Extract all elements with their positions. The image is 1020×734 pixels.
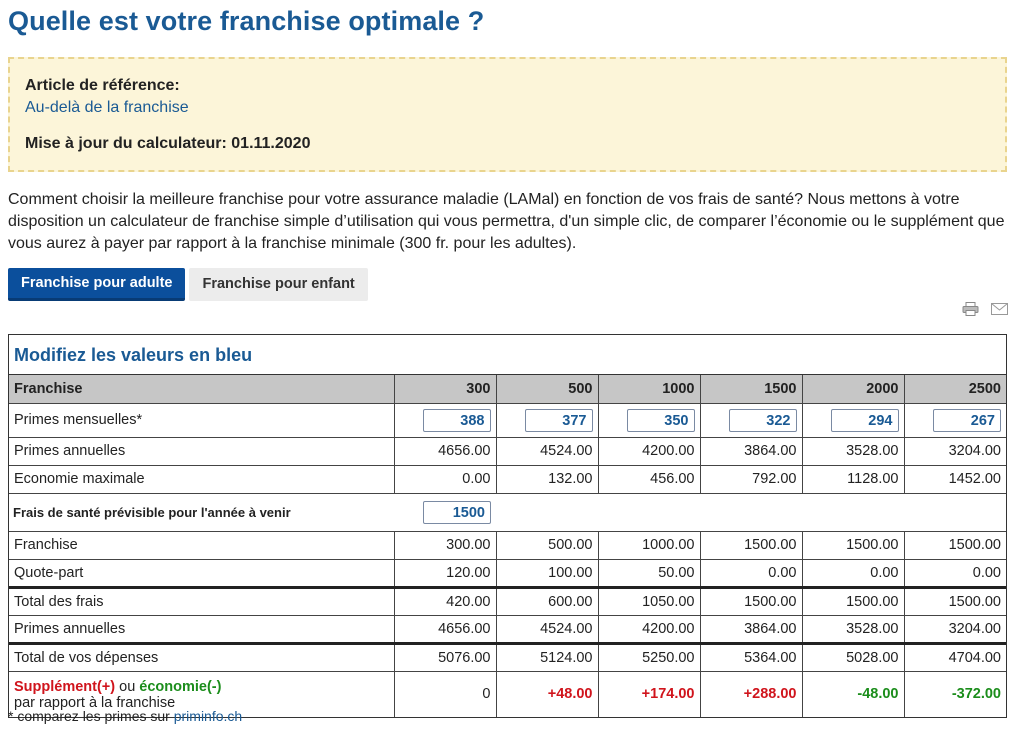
reference-article-link[interactable]: Au-delà de la franchise	[25, 99, 189, 116]
row-label: Primes annuelles	[9, 615, 394, 643]
diff-1500: +288.00	[700, 671, 802, 717]
cell: 3204.00	[904, 615, 1006, 643]
cell: 100.00	[496, 559, 598, 587]
cell: 792.00	[700, 465, 802, 493]
footnote-text: * comparez les primes sur	[8, 708, 174, 724]
tab-franchise-adulte[interactable]: Franchise pour adulte	[8, 268, 185, 301]
cell: 1500.00	[802, 531, 904, 559]
tabs	[8, 268, 368, 301]
calculator-heading: Modifiez les valeurs en bleu	[9, 335, 1006, 375]
reference-box	[8, 57, 1007, 172]
cell: 4524.00	[496, 615, 598, 643]
cell: 5250.00	[598, 643, 700, 671]
cell: 4656.00	[394, 437, 496, 465]
prime-input-1000[interactable]: 350	[627, 409, 695, 432]
cell: 1500.00	[700, 531, 802, 559]
toolbar	[962, 302, 1008, 316]
diff-500: +48.00	[496, 671, 598, 717]
cell: 5124.00	[496, 643, 598, 671]
header-2000: 2000	[802, 375, 904, 403]
printer-icon[interactable]	[962, 302, 979, 316]
row-total-frais	[9, 587, 1006, 615]
cell: 120.00	[394, 559, 496, 587]
cell: 1500.00	[904, 587, 1006, 615]
row-label: Primes annuelles	[9, 437, 394, 465]
cell: 3864.00	[700, 437, 802, 465]
diff-2500: -372.00	[904, 671, 1006, 717]
cell: 3864.00	[700, 615, 802, 643]
cell: 5028.00	[802, 643, 904, 671]
difference-sub-label: par rapport à la franchise	[14, 695, 176, 712]
cell: 500.00	[496, 531, 598, 559]
row-frais-prevus	[9, 493, 1006, 531]
cell: 4200.00	[598, 437, 700, 465]
cell: 1500.00	[802, 587, 904, 615]
franchise-calculator	[8, 334, 1007, 718]
cell: 600.00	[496, 587, 598, 615]
cell: 1452.00	[904, 465, 1006, 493]
cell: 1500.00	[700, 587, 802, 615]
frais-prevus-label: Frais de santé prévisible pour l'année à venir	[9, 493, 394, 531]
header-500: 500	[496, 375, 598, 403]
header-2500: 2500	[904, 375, 1006, 403]
cell: 0.00	[700, 559, 802, 587]
cell: 5076.00	[394, 643, 496, 671]
cell: 4704.00	[904, 643, 1006, 671]
row-label: Total de vos dépenses	[9, 643, 394, 671]
row-label: Franchise	[9, 531, 394, 559]
cell: 3528.00	[802, 615, 904, 643]
cell: 300.00	[394, 531, 496, 559]
cell: 0.00	[802, 559, 904, 587]
cell: 0.00	[904, 559, 1006, 587]
footnote	[8, 708, 242, 724]
cell: 1500.00	[904, 531, 1006, 559]
diff-2000: -48.00	[802, 671, 904, 717]
diff-1000: +174.00	[598, 671, 700, 717]
table-header-row	[9, 375, 1006, 403]
intro-text: Comment choisir la meilleure franchise pour votre assurance maladie (LAMal) en fonction de vos frais de santé? Nous mettons à votre disposition un calculateur de franchise simple d’utilisation qui vous permettra, d'un simple clic, de comparer l’économie ou le supplément que vous aurez à payer par rapport à la franchise minimale (300 fr. pour les adultes).	[8, 191, 1005, 252]
page-title: Quelle est votre franchise optimale ?	[8, 6, 485, 36]
row-label: Economie maximale	[9, 465, 394, 493]
priminfo-link[interactable]: priminfo.ch	[173, 708, 243, 724]
prime-input-2500[interactable]: 267	[933, 409, 1001, 432]
row-primes-annuelles	[9, 437, 1006, 465]
cell: 50.00	[598, 559, 700, 587]
cell: 0.00	[394, 465, 496, 493]
row-label: Total des frais	[9, 587, 394, 615]
row-primes-annuelles-2	[9, 615, 1006, 643]
envelope-icon[interactable]	[991, 302, 1008, 316]
cell: 1128.00	[802, 465, 904, 493]
header-1000: 1000	[598, 375, 700, 403]
tab-franchise-enfant[interactable]: Franchise pour enfant	[189, 268, 367, 301]
prime-input-300[interactable]: 388	[423, 409, 491, 432]
cell: 1050.00	[598, 587, 700, 615]
row-quote-part	[9, 559, 1006, 587]
row-label: Quote-part	[9, 559, 394, 587]
supplement-label: Supplément(+)	[14, 679, 116, 696]
prime-input-2000[interactable]: 294	[831, 409, 899, 432]
frais-prevus-input[interactable]: 1500	[423, 501, 491, 524]
row-total-depenses	[9, 643, 1006, 671]
cell: 132.00	[496, 465, 598, 493]
prime-input-1500[interactable]: 322	[729, 409, 797, 432]
row-economie-maximale	[9, 465, 1006, 493]
cell: 5364.00	[700, 643, 802, 671]
prime-input-500[interactable]: 377	[525, 409, 593, 432]
economie-label: économie(-)	[139, 679, 222, 696]
cell: 4200.00	[598, 615, 700, 643]
row-label: Primes mensuelles*	[9, 403, 394, 437]
reference-label: Article de référence:	[25, 77, 180, 94]
cell: 420.00	[394, 587, 496, 615]
cell: 4524.00	[496, 437, 598, 465]
row-primes-mensuelles	[9, 403, 1006, 437]
diff-300: 0	[394, 671, 496, 717]
row-franchise	[9, 531, 1006, 559]
header-1500: 1500	[700, 375, 802, 403]
header-franchise: Franchise	[9, 375, 394, 403]
cell: 4656.00	[394, 615, 496, 643]
cell: 3528.00	[802, 437, 904, 465]
cell: 3204.00	[904, 437, 1006, 465]
ou-label: ou	[115, 679, 140, 696]
header-300: 300	[394, 375, 496, 403]
cell: 1000.00	[598, 531, 700, 559]
cell: 456.00	[598, 465, 700, 493]
calculator-table	[9, 375, 1006, 717]
calculator-update-date: Mise à jour du calculateur: 01.11.2020	[25, 135, 311, 152]
